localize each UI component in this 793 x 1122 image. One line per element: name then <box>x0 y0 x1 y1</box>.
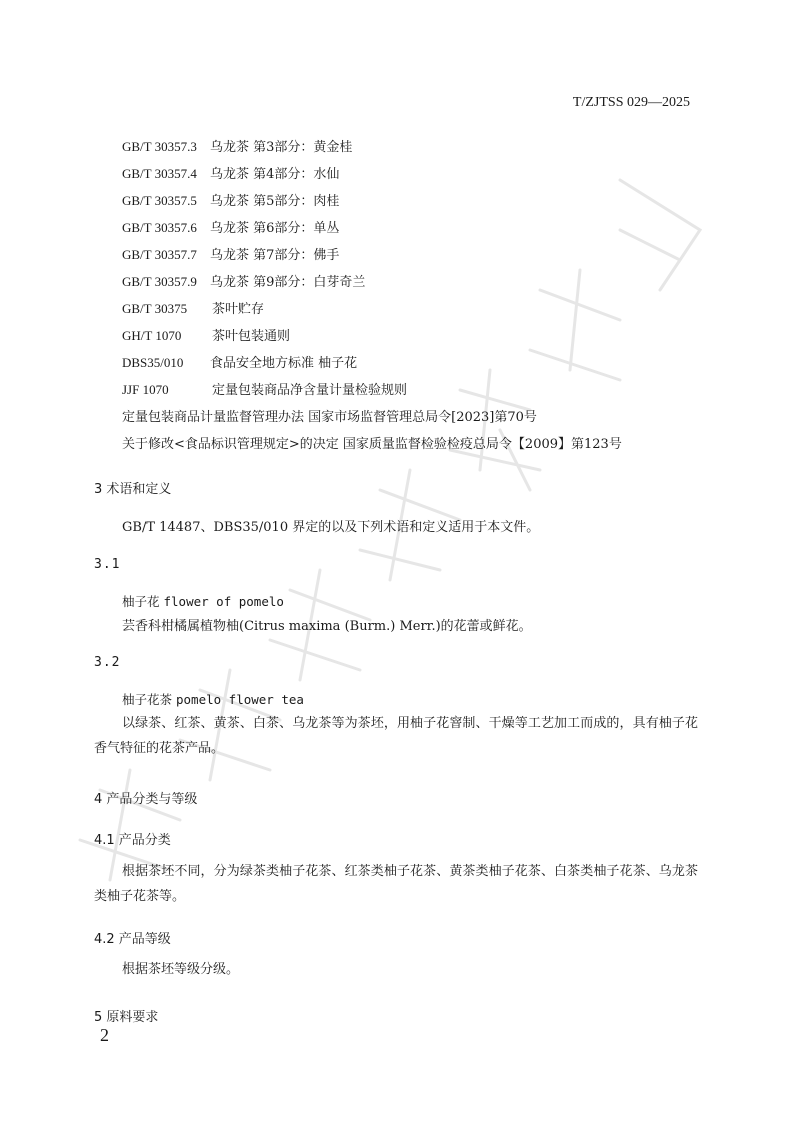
reference-code: DBS35/010 <box>122 355 184 370</box>
reference-title: 乌龙茶 第3部分：黄金桂 <box>210 140 353 155</box>
reference-code: GB/T 30357.6 <box>122 220 197 235</box>
reference-code: JJF 1070 <box>122 382 169 397</box>
section-heading: 3 术语和定义 <box>94 482 172 497</box>
reference-code: GB/T 30357.4 <box>122 166 197 181</box>
reference-title: 茶叶包装通则 <box>212 329 291 344</box>
reference-item <box>122 325 290 344</box>
subsection-text: 根据茶坯不同，分为绿茶类柚子花茶、红茶类柚子花茶、黄茶类柚子花茶、白茶类柚子花茶、乌龙茶类柚子花茶等。 <box>94 864 698 904</box>
reference-line: 定量包装商品计量监督管理办法 国家市场监督管理总局令[2023]第70号 <box>122 410 537 425</box>
reference-line: 关于修改<食品标识管理规定>的决定 国家质量监督检验检疫总局令【2009】第123号 <box>122 437 622 452</box>
reference-item <box>122 379 407 398</box>
section-heading: 4 产品分类与等级 <box>94 792 198 807</box>
term-title-en: pomelo flower tea <box>176 692 304 707</box>
term-title <box>122 592 284 610</box>
reference-item <box>122 190 339 209</box>
reference-title: 乌龙茶 第6部分：单丛 <box>210 221 340 236</box>
term-title <box>122 690 304 708</box>
reference-item <box>122 298 264 317</box>
term-definition: 以绿茶、红茶、黄茶、白茶、乌龙茶等为茶坯，用柚子花窨制、干燥等工艺加工而成的，具有柚子花香气特征的花茶产品。 <box>94 716 698 756</box>
reference-code: GH/T 1070 <box>122 328 182 343</box>
reference-item <box>122 244 339 263</box>
term-title-cn: 柚子花 <box>122 594 160 609</box>
reference-item <box>122 352 357 371</box>
term-title-en: flower of pomelo <box>163 594 284 609</box>
reference-title: 乌龙茶 第5部分：肉桂 <box>210 194 340 209</box>
term-number: 3.2 <box>94 655 121 670</box>
reference-item <box>122 271 365 290</box>
reference-title: 乌龙茶 第7部分：佛手 <box>210 248 340 263</box>
reference-item <box>122 217 339 236</box>
section-intro: GB/T 14487、DBS35/010 界定的以及下列术语和定义适用于本文件。 <box>122 520 540 535</box>
reference-title: 乌龙茶 第9部分：白芽奇兰 <box>210 275 366 290</box>
section-heading: 5 原料要求 <box>94 1010 159 1025</box>
term-definition: 芸香科柑橘属植物柚(Citrus maxima (Burm.) Merr.)的花蕾或鲜花。 <box>122 619 532 634</box>
reference-code: GB/T 30357.7 <box>122 247 197 262</box>
reference-code: GB/T 30357.5 <box>122 193 197 208</box>
document-code: T/ZJTSS 029—2025 <box>572 95 690 110</box>
reference-item <box>122 136 352 155</box>
reference-code: GB/T 30357.9 <box>122 274 197 289</box>
term-number: 3.1 <box>94 557 121 572</box>
reference-code: GB/T 30357.3 <box>122 139 197 154</box>
reference-item <box>122 163 339 182</box>
term-title-cn: 柚子花茶 <box>122 692 173 707</box>
subsection-heading: 4.2 产品等级 <box>94 932 171 947</box>
page-number: 2 <box>100 1025 109 1045</box>
reference-title: 食品安全地方标准 柚子花 <box>210 356 358 371</box>
reference-code: GB/T 30375 <box>122 301 188 316</box>
reference-title: 定量包装商品净含量计量检验规则 <box>212 383 408 398</box>
subsection-text: 根据茶坯等级分级。 <box>122 962 240 977</box>
reference-title: 茶叶贮存 <box>212 302 265 317</box>
reference-title: 乌龙茶 第4部分：水仙 <box>210 167 340 182</box>
subsection-heading: 4.1 产品分类 <box>94 833 171 848</box>
